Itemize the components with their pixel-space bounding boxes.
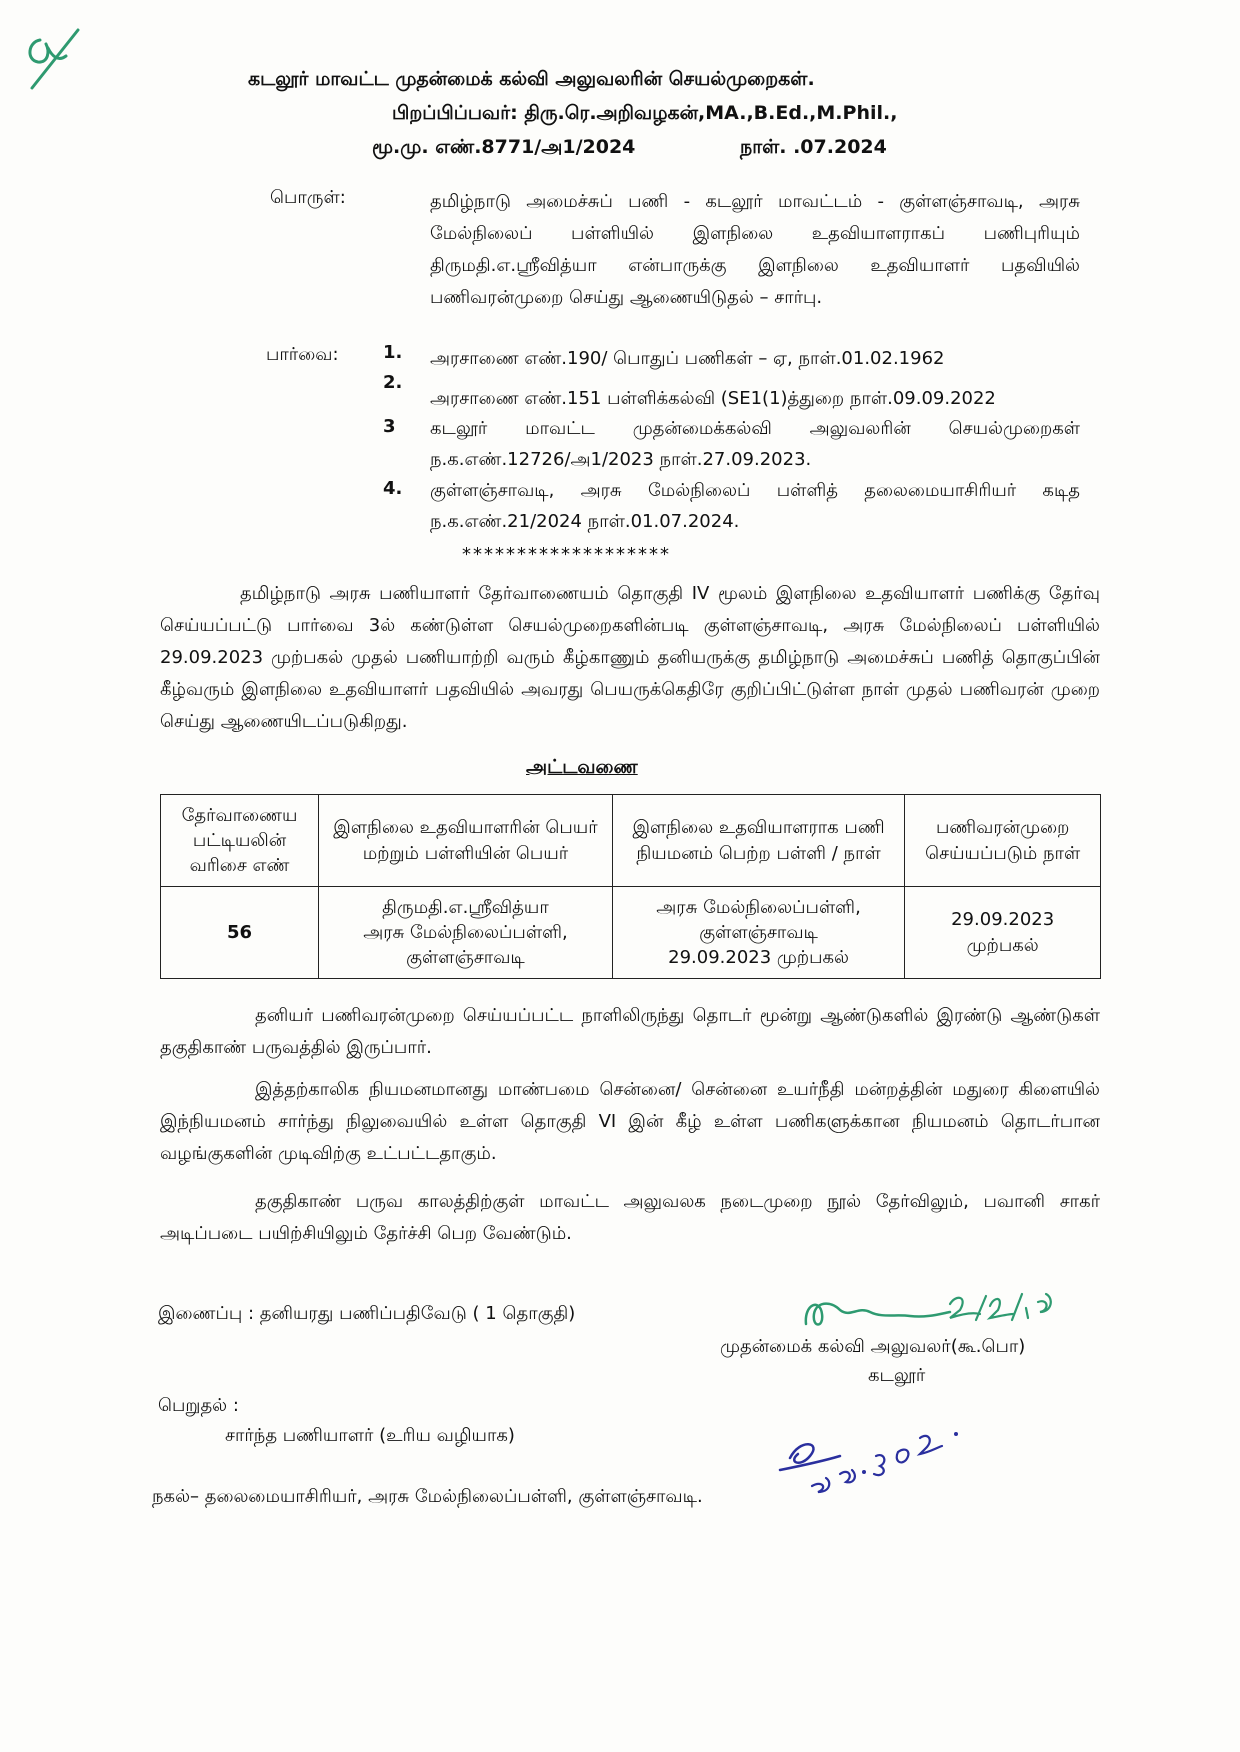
body-paragraph: தமிழ்நாடு அரசு பணியாளர் தேர்வாணையம் தொகுதி IV மூலம் இளநிலை உதவியாளர் பணிக்கு தேர்வு செய்யப்பட்டு பார்வை 3ல் கண்டுள்ள செயல்முறைகளின்படி குள்ளஞ்சாவடி, அரசு மேல்நிலைப் பள்ளியில் 29.09.2023 முற்பகல் முதல் பணியாற்றி வரும் கீழ்காணும் தனியருக்கு தமிழ்நாடு அமைச்சுப் பணித் தொகுப்பின் கீழ்வரும் இளநிலை உதவியாளர் பதவியில் அவரது பெயருக்கெதிரே குறிப்பிட்டுள்ள நாள் முதல் பணிவரன் முறை செய்து ஆணையிடப்படுகிறது. — [160, 583, 1100, 732]
copy-to-line: நகல்– தலைமையாசிரியர், அரசு மேல்நிலைப்பள்ளி, குள்ளஞ்சாவடி. — [152, 1486, 703, 1507]
cell-name — [319, 887, 613, 979]
header-appointment: இளநிலை உதவியாளராக பணி நியமனம் பெற்ற பள்ளி / நாள் — [612, 795, 904, 887]
school-line: அரசு மேல்நிலைப்பள்ளி, — [363, 921, 568, 943]
reference-4-text: குள்ளஞ்சாவடி, அரசு மேல்நிலைப் பள்ளித் தலைமையாசிரியர் கடித ந.க.எண்.21/2024 நாள்.01.07.2024. — [430, 480, 1080, 532]
appointment-date: 29.09.2023 முற்பகல் — [668, 947, 849, 969]
reference-1-text: அரசாணை எண்.190/ பொதுப் பணிகள் – ஏ, நாள்.01.02.1962 — [430, 348, 945, 369]
separator-stars: ******************* — [462, 544, 671, 565]
handwritten-corner-mark — [18, 22, 88, 92]
references-label: பார்வை: — [266, 344, 339, 365]
name-line: திருமதி.எ.ஸ்ரீவித்யா — [382, 896, 549, 918]
subject-label: பொருள்: — [270, 187, 346, 208]
cell-serial: 56 — [161, 887, 319, 979]
reference-3-number: 3 — [383, 416, 396, 437]
cell-appointment — [612, 887, 904, 979]
header-serial: தேர்வாணைய பட்டியலின் வரிசை எண் — [161, 795, 319, 887]
regularisation-date: 29.09.2023 — [951, 909, 1055, 931]
table-header-row — [161, 795, 1101, 887]
recipient-label: பெறுதல் : — [158, 1395, 239, 1416]
schedule-table — [160, 794, 1101, 979]
table-row — [161, 887, 1101, 979]
court-case-paragraph: இத்தற்காலிக நியமனமானது மாண்பமை சென்னை/ சென்னை உயர்நீதி மன்றத்தின் மதுரை கிளையில் இந்நியமனம் சார்ந்து நிலுவையில் உள்ள தொகுதி VI இன் கீழ் உள்ள பணிகளுக்கான நியமனம் தொடர்பான வழங்குகளின் முடிவிற்கு உட்பட்டதாகும். — [160, 1079, 1100, 1164]
place-line: குள்ளஞ்சாவடி — [406, 947, 525, 969]
training-paragraph: தகுதிகாண் பருவ காலத்திற்குள் மாவட்ட அலுவலக நடைமுறை நூல் தேர்விலும், பவானி சாகர் அடிப்படை பயிற்சியிலும் தேர்ச்சி பெற வேண்டும். — [160, 1191, 1100, 1244]
reference-1-number: 1. — [383, 342, 403, 363]
reference-3-text: கடலூர் மாவட்ட முதன்மைக்கல்வி அலுவலரின் செயல்முறைகள் ந.க.எண்.12726/அ1/2023 நாள்.27.09.2023. — [430, 418, 1080, 470]
recipient-text: சார்ந்த பணியாளர் (உரிய வழியாக) — [225, 1425, 515, 1446]
header-regularisation-date: பணிவரன்முறை செய்யப்படும் நாள் — [905, 795, 1101, 887]
regularisation-session: முற்பகல் — [966, 934, 1039, 956]
header-name: இளநிலை உதவியாளரின் பெயர் மற்றும் பள்ளியின் பெயர் — [319, 795, 613, 887]
initials-stamp — [770, 1396, 1000, 1506]
appointment-place: குள்ளஞ்சாவடி — [699, 921, 818, 943]
appointment-school: அரசு மேல்நிலைப்பள்ளி, — [656, 896, 861, 918]
signatory-designation: முதன்மைக் கல்வி அலுவலர்(கூ.பொ) — [720, 1336, 1026, 1357]
signatory-place: கடலூர் — [868, 1365, 926, 1386]
schedule-title: அட்டவணை — [526, 756, 638, 778]
reference-number: மூ.மு. எண்.8771/அ1/2024 — [372, 136, 636, 158]
reference-2-text: அரசாணை எண்.151 பள்ளிக்கல்வி (SE1(1)த்துறை நாள்.09.09.2022 — [430, 388, 996, 409]
reference-2-number: 2. — [383, 372, 403, 393]
reference-4-number: 4. — [383, 478, 403, 499]
order-date: நாள். .07.2024 — [740, 136, 887, 158]
probation-paragraph: தனியர் பணிவரன்முறை செய்யப்பட்ட நாளிலிருந்து தொடர் மூன்று ஆண்டுகளில் இரண்டு ஆண்டுகள் தகுதிகாண் பருவத்தில் இருப்பார். — [160, 1005, 1100, 1058]
issuer-line: பிறப்பிப்பவர்: திரு.ரெ.அறிவழகன்,MA.,B.Ed.,M.Phil., — [392, 102, 898, 124]
proceedings-title: கடலூர் மாவட்ட முதன்மைக் கல்வி அலுவலரின் செயல்முறைகள். — [248, 68, 815, 90]
enclosure-line: இணைப்பு : தனியரது பணிப்பதிவேடு ( 1 தொகுதி) — [158, 1303, 576, 1324]
subject-text: தமிழ்நாடு அமைச்சுப் பணி - கடலூர் மாவட்டம் - குள்ளஞ்சாவடி, அரசு மேல்நிலைப் பள்ளியில் இளநிலை உதவியாளராகப் பணிபுரியும் திருமதி.எ.ஸ்ரீவித்யா என்பாருக்கு இளநிலை உதவியாளர் பதவியில் பணிவரன்முறை செய்து ஆணையிடுதல் – சார்பு. — [430, 191, 1080, 308]
cell-regularisation-date — [905, 887, 1101, 979]
